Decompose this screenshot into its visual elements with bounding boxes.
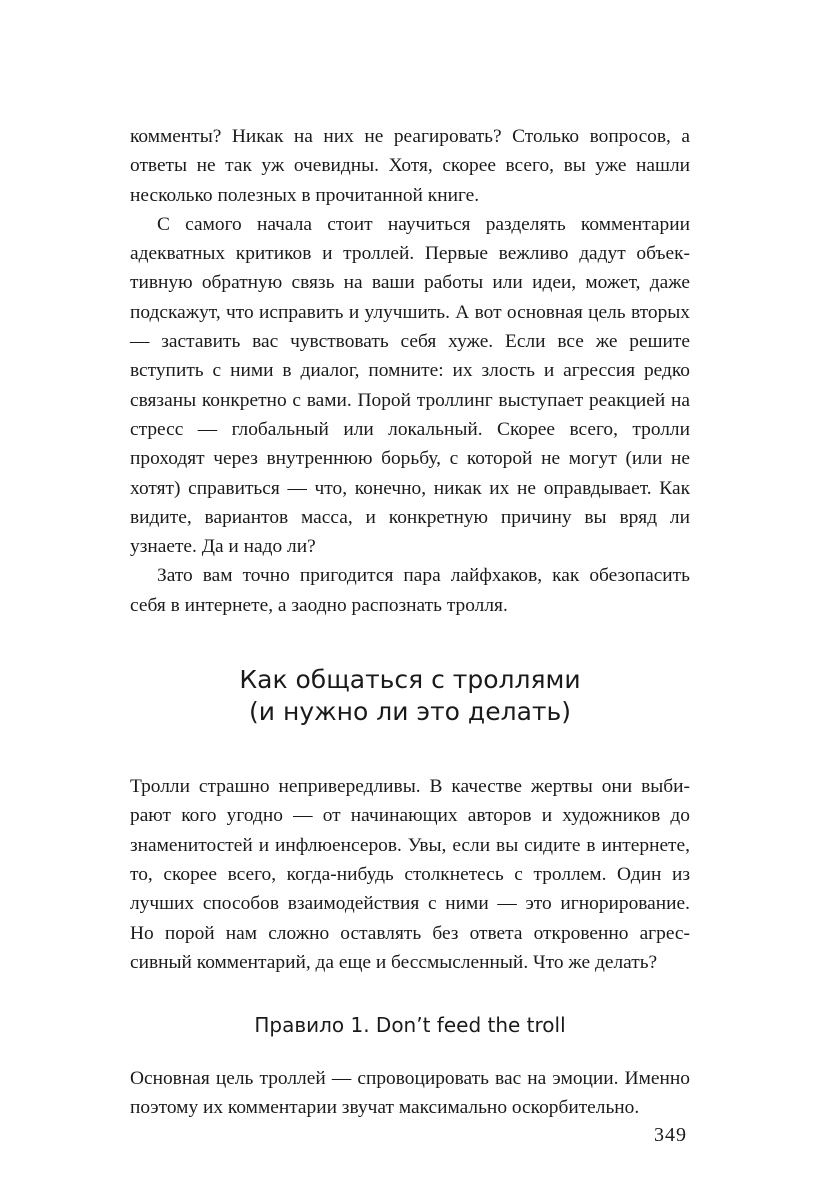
book-page-body bbox=[130, 122, 690, 1123]
paragraph-lifehacks-intro: Зато вам точно пригодится пара лайфхаков, как обезопасить себя в интернете, а заодно распознать тролля. bbox=[130, 565, 690, 616]
paragraph-rule-1: Основная цель троллей — спровоцировать вас на эмоции. Именно поэтому их комментарии звучат максимально оскорбительно. bbox=[130, 1068, 690, 1119]
section-heading-line-2: (и нужно ли это делать) bbox=[249, 697, 571, 727]
paragraph-critics-vs-trolls: С самого начала стоит научиться разделять комментарии адекватных критиков и троллей. Первые вежливо дадут объективную обратную связь на ваши работы или идеи, может, даже подскажут, что исправить и улучшить. А вот основная цель вторых — заставить вас чувствовать себя хуже. Если все же решите вступить с ними в диалог, помните: их злость и агрессия редко связаны конкретно с вами. Порой троллинг выступает реакцией на стресс — глобальный или локальный. Скорее всего, тролли проходят через внутреннюю борьбу, с которой не могут (или не хотят) справиться — что, конечно, никак их не оправдывает. Как видите, вариантов масса, и конкретную причину вы вряд ли узнаете. Да и надо ли? bbox=[130, 213, 690, 558]
rule-heading: Правило 1. Don’t feed the troll bbox=[254, 1013, 566, 1038]
section-heading-line-1: Как общаться с троллями bbox=[239, 665, 581, 695]
paragraph-trolls-choose-anyone: Тролли страшно непривередливы. В качестве жертвы они выбирают кого угодно — от начинающих авторов и художников до знаменитостей и инфлюенсеров. Увы, если вы сидите в интернете, то, скорее всего, когда-нибудь столкнетесь с троллем. Один из лучших способов взаимодействия с ними — это игнорирование. Но порой нам сложно оставлять без ответа откровенно агрессивный комментарий, да еще и бессмысленный. Что же делать? bbox=[130, 776, 690, 973]
section-heading bbox=[130, 664, 690, 728]
paragraph-continuation: комменты? Никак на них не реагировать? Столько вопросов, а ответы не так уж очевидны. Хотя, скорее всего, вы уже нашли несколько полезных в прочитанной книге. bbox=[130, 126, 690, 206]
page-number: 349 bbox=[654, 1124, 687, 1146]
